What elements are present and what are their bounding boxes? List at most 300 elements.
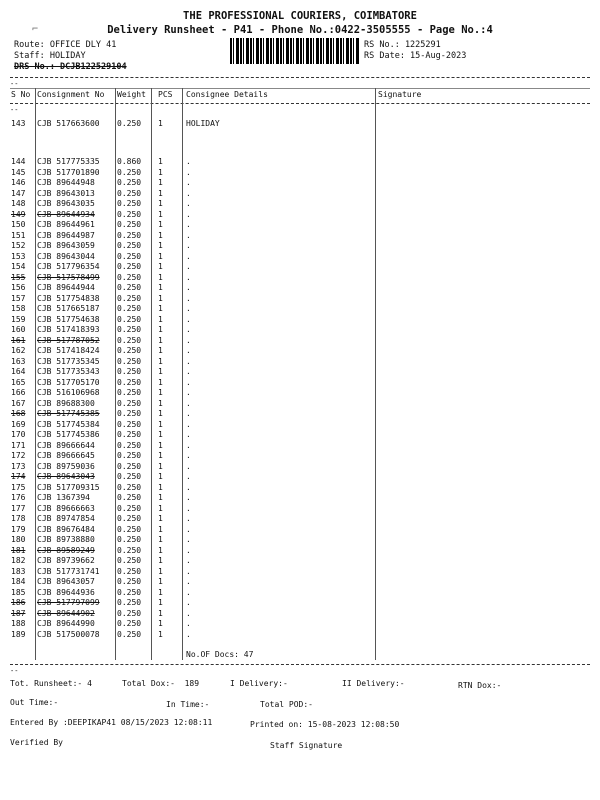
cell-weight: 0.250 [117, 503, 142, 513]
cell-details: . [186, 335, 191, 345]
cell-details: . [186, 304, 191, 313]
cell-weight: 0.250 [117, 377, 142, 387]
company-name: THE PROFESSIONAL COURIERS, COIMBATORE [183, 10, 417, 22]
cell-sno: 179 [11, 524, 26, 534]
cell-weight: 0.250 [117, 556, 142, 565]
cell-sno: 152 [11, 241, 26, 250]
footer-divider [10, 664, 590, 665]
cell-sno: 183 [11, 566, 26, 576]
cell-weight: 0.250 [117, 251, 142, 261]
cell-sno: 188 [11, 619, 26, 628]
no-of-docs: No.OF Docs: 47 [186, 650, 254, 659]
cell-details: . [186, 556, 191, 565]
cell-sno: 184 [11, 577, 26, 586]
cell-sno: 181 [11, 545, 26, 555]
table-top-border [10, 88, 590, 89]
cell-details: . [186, 524, 191, 534]
table-row [10, 535, 590, 546]
cell-pcs: 1 [158, 283, 163, 292]
cell-sno: 146 [11, 178, 26, 187]
cell-weight: 0.250 [117, 346, 142, 355]
cell-pcs: 1 [158, 178, 163, 187]
cell-pcs: 1 [158, 556, 163, 565]
cell-weight: 0.250 [117, 293, 142, 303]
col-pcs: PCS [158, 90, 173, 99]
cell-details: . [186, 199, 191, 208]
entered-by: Entered By :DEEPIKAP41 08/15/2023 12:08:11 [10, 718, 213, 727]
total-dox: Total Dox:- 189 [122, 679, 200, 688]
cell-consignment: CJB 517797099 [37, 598, 100, 607]
cell-details: . [186, 293, 191, 303]
route-label: Route: OFFICE DLY 41 [14, 40, 117, 50]
cell-details: . [186, 314, 191, 324]
verified-by: Verified By [10, 738, 63, 747]
cell-sno: 150 [11, 220, 26, 229]
barcode-image [230, 38, 360, 64]
cell-weight: 0.250 [117, 209, 142, 219]
cell-consignment: CJB 89643044 [37, 251, 95, 261]
cell-details: . [186, 398, 191, 408]
cell-pcs: 1 [158, 356, 163, 366]
cell-weight: 0.250 [117, 577, 142, 586]
cell-sno: 189 [11, 629, 26, 639]
cell-weight: 0.250 [117, 230, 142, 240]
cell-weight: 0.250 [117, 524, 142, 534]
cell-pcs: 1 [158, 629, 163, 639]
cell-weight: 0.250 [117, 388, 142, 397]
cell-pcs: 1 [158, 493, 163, 502]
cell-pcs: 1 [158, 577, 163, 586]
table-row [10, 399, 590, 410]
cell-sno: 172 [11, 451, 26, 460]
table-row [10, 367, 590, 378]
cell-sno: 168 [11, 409, 26, 418]
table-row [10, 388, 590, 399]
table-row [10, 231, 590, 242]
cell-sno: 174 [11, 472, 26, 481]
cell-consignment: CJB 89589249 [37, 545, 95, 555]
cell-sno: 163 [11, 356, 26, 366]
cell-pcs: 1 [158, 157, 163, 166]
cell-details: . [186, 220, 191, 229]
cell-consignment: CJB 517665187 [37, 304, 100, 313]
cell-consignment: CJB 89643035 [37, 199, 95, 208]
divider-marks: -- [10, 667, 19, 675]
cell-sno: 169 [11, 419, 26, 429]
cell-details: . [186, 157, 191, 166]
cell-consignment: CJB 89644961 [37, 220, 95, 229]
cell-pcs: 1 [158, 377, 163, 387]
table-row [10, 189, 590, 200]
col-consignment: Consignment No [37, 90, 105, 99]
cell-consignment: CJB 89759036 [37, 461, 95, 471]
table-row [10, 336, 590, 347]
cell-details: . [186, 451, 191, 460]
cell-consignment: CJB 517745385 [37, 409, 100, 418]
cell-pcs: 1 [158, 304, 163, 313]
cell-consignment: CJB 89643043 [37, 472, 95, 481]
cell-pcs: 1 [158, 220, 163, 229]
cell-details: . [186, 188, 191, 198]
cell-details: . [186, 241, 191, 250]
cell-weight: 0.250 [117, 482, 142, 492]
cell-pcs: 1 [158, 209, 163, 219]
table-row [10, 630, 590, 641]
table-row [10, 409, 590, 420]
cell-pcs: 1 [158, 119, 163, 128]
cell-consignment: CJB 89644948 [37, 178, 95, 187]
table-row [10, 483, 590, 494]
table-row [10, 430, 590, 441]
cell-pcs: 1 [158, 409, 163, 418]
cell-consignment: CJB 517735345 [37, 356, 100, 366]
cell-sno: 145 [11, 167, 26, 177]
cell-consignment: CJB 89666663 [37, 503, 95, 513]
table-row [10, 315, 590, 326]
cell-details: . [186, 545, 191, 555]
col-details: Consignee Details [186, 90, 268, 99]
cell-pcs: 1 [158, 472, 163, 481]
cell-weight: 0.250 [117, 241, 142, 250]
cell-details: . [186, 419, 191, 429]
cell-details: . [186, 440, 191, 450]
table-row [10, 262, 590, 273]
cell-consignment: CJB 89644936 [37, 587, 95, 597]
cell-details: . [186, 367, 191, 376]
cell-weight: 0.250 [117, 178, 142, 187]
cell-pcs: 1 [158, 619, 163, 628]
table-row [10, 252, 590, 263]
cell-details: . [186, 461, 191, 471]
cell-pcs: 1 [158, 398, 163, 408]
cell-details: . [186, 167, 191, 177]
cell-weight: 0.250 [117, 188, 142, 198]
pen-mark: ⌐ [32, 24, 39, 35]
table-row [10, 493, 590, 504]
cell-consignment: CJB 517705170 [37, 377, 100, 387]
tot-runsheet: Tot. Runsheet:- 4 [10, 679, 92, 688]
cell-details: . [186, 577, 191, 586]
cell-weight: 0.250 [117, 608, 142, 618]
cell-sno: 153 [11, 251, 26, 261]
cell-consignment: CJB 517709315 [37, 482, 100, 492]
cell-details: . [186, 262, 191, 271]
table-row [10, 157, 590, 168]
cell-sno: 165 [11, 377, 26, 387]
table-row [10, 273, 590, 284]
cell-details: . [186, 388, 191, 397]
cell-sno: 155 [11, 272, 26, 282]
cell-consignment: CJB 517418393 [37, 325, 100, 334]
cell-pcs: 1 [158, 314, 163, 324]
out-time: Out Time:- [10, 698, 59, 707]
cell-pcs: 1 [158, 230, 163, 240]
cell-details: . [186, 493, 191, 502]
cell-weight: 0.250 [117, 493, 142, 502]
cell-pcs: 1 [158, 188, 163, 198]
cell-weight: 0.250 [117, 535, 142, 544]
table-row [10, 504, 590, 515]
cell-pcs: 1 [158, 461, 163, 471]
cell-weight: 0.860 [117, 157, 142, 166]
table-row [10, 210, 590, 221]
col-weight: Weight [117, 90, 146, 99]
cell-pcs: 1 [158, 293, 163, 303]
table-row [10, 451, 590, 462]
cell-details: . [186, 514, 191, 523]
cell-weight: 0.250 [117, 409, 142, 418]
cell-weight: 0.250 [117, 314, 142, 324]
table-row [10, 294, 590, 305]
table-row [10, 609, 590, 620]
cell-consignment: CJB 89643057 [37, 577, 95, 586]
cell-weight: 0.250 [117, 283, 142, 292]
cell-details: . [186, 325, 191, 334]
cell-details: . [186, 209, 191, 219]
table-row [10, 567, 590, 578]
cell-pcs: 1 [158, 325, 163, 334]
cell-consignment: CJB 89644934 [37, 209, 95, 219]
table-row [10, 119, 590, 130]
cell-details: . [186, 377, 191, 387]
staff-label: Staff: HOLIDAY [14, 51, 86, 61]
cell-pcs: 1 [158, 419, 163, 429]
cell-details: . [186, 251, 191, 261]
table-row [10, 346, 590, 357]
cell-sno: 178 [11, 514, 26, 523]
cell-details: HOLIDAY [186, 119, 220, 128]
table-row [10, 325, 590, 336]
cell-weight: 0.250 [117, 220, 142, 229]
cell-sno: 147 [11, 188, 26, 198]
cell-consignment: CJB 89747854 [37, 514, 95, 523]
cell-details: . [186, 356, 191, 366]
cell-weight: 0.250 [117, 356, 142, 366]
cell-details: . [186, 230, 191, 240]
cell-sno: 143 [11, 119, 26, 128]
cell-pcs: 1 [158, 262, 163, 271]
cell-consignment: CJB 89666644 [37, 440, 95, 450]
cell-consignment: CJB 89644944 [37, 283, 95, 292]
cell-weight: 0.250 [117, 472, 142, 481]
cell-consignment: CJB 1367394 [37, 493, 90, 502]
cell-consignment: CJB 517663600 [37, 119, 100, 128]
cell-details: . [186, 587, 191, 597]
cell-pcs: 1 [158, 451, 163, 460]
drs-number: DRS No.: DCJB122529104 [14, 62, 127, 72]
cell-weight: 0.250 [117, 451, 142, 460]
cell-pcs: 1 [158, 241, 163, 250]
table-row [10, 283, 590, 294]
cell-details: . [186, 178, 191, 187]
col-signature: Signature [378, 90, 422, 99]
rs-number: RS No.: 1225291 [364, 40, 441, 50]
table-row [10, 525, 590, 536]
cell-sno: 149 [11, 209, 26, 219]
rtn-dox: RTN Dox:- [458, 681, 502, 690]
table-row [10, 357, 590, 368]
in-time: In Time:- [166, 700, 210, 709]
cell-sno: 159 [11, 314, 26, 324]
cell-sno: 182 [11, 556, 26, 565]
table-row [10, 619, 590, 630]
cell-consignment: CJB 89666645 [37, 451, 95, 460]
cell-consignment: CJB 517418424 [37, 346, 100, 355]
cell-sno: 156 [11, 283, 26, 292]
cell-details: . [186, 482, 191, 492]
cell-weight: 0.250 [117, 629, 142, 639]
cell-weight: 0.250 [117, 199, 142, 208]
cell-consignment: CJB 89643013 [37, 188, 95, 198]
cell-weight: 0.250 [117, 325, 142, 334]
cell-sno: 176 [11, 493, 26, 502]
header-divider [10, 103, 590, 104]
cell-weight: 0.250 [117, 619, 142, 628]
total-pod: Total POD:- [260, 700, 313, 709]
cell-weight: 0.250 [117, 461, 142, 471]
cell-details: . [186, 629, 191, 639]
cell-details: . [186, 346, 191, 355]
table-row [10, 546, 590, 557]
cell-sno: 161 [11, 335, 26, 345]
cell-pcs: 1 [158, 503, 163, 513]
cell-weight: 0.250 [117, 430, 142, 439]
printed-on: Printed on: 15-08-2023 12:08:50 [250, 720, 400, 729]
table-row [10, 598, 590, 609]
table-row [10, 441, 590, 452]
cell-sno: 177 [11, 503, 26, 513]
cell-sno: 180 [11, 535, 26, 544]
divider [10, 77, 590, 78]
cell-consignment: CJB 517701890 [37, 167, 100, 177]
cell-consignment: CJB 516106968 [37, 388, 100, 397]
cell-pcs: 1 [158, 388, 163, 397]
cell-sno: 186 [11, 598, 26, 607]
cell-pcs: 1 [158, 598, 163, 607]
cell-pcs: 1 [158, 566, 163, 576]
cell-weight: 0.250 [117, 272, 142, 282]
cell-sno: 164 [11, 367, 26, 376]
divider-marks: -- [10, 106, 19, 114]
cell-pcs: 1 [158, 535, 163, 544]
cell-sno: 167 [11, 398, 26, 408]
cell-weight: 0.250 [117, 335, 142, 345]
cell-details: . [186, 619, 191, 628]
cell-sno: 151 [11, 230, 26, 240]
table-row [10, 168, 590, 179]
cell-pcs: 1 [158, 367, 163, 376]
divider-marks: -- [10, 80, 19, 88]
cell-consignment: CJB 89644987 [37, 230, 95, 240]
table-row [10, 514, 590, 525]
cell-pcs: 1 [158, 335, 163, 345]
cell-sno: 170 [11, 430, 26, 439]
cell-weight: 0.250 [117, 119, 142, 128]
cell-sno: 157 [11, 293, 26, 303]
rs-date: RS Date: 15-Aug-2023 [364, 51, 467, 61]
table-row [10, 556, 590, 567]
cell-weight: 0.250 [117, 514, 142, 523]
table-row [10, 304, 590, 315]
cell-details: . [186, 272, 191, 282]
cell-pcs: 1 [158, 608, 163, 618]
cell-sno: 166 [11, 388, 26, 397]
cell-details: . [186, 608, 191, 618]
table-row [10, 241, 590, 252]
cell-pcs: 1 [158, 440, 163, 450]
cell-weight: 0.250 [117, 440, 142, 450]
table-row [10, 199, 590, 210]
cell-sno: 160 [11, 325, 26, 334]
cell-pcs: 1 [158, 272, 163, 282]
cell-consignment: CJB 517745384 [37, 419, 100, 429]
table-row [10, 462, 590, 473]
cell-consignment: CJB 89644902 [37, 608, 95, 618]
cell-consignment: CJB 517735343 [37, 367, 100, 376]
cell-weight: 0.250 [117, 566, 142, 576]
cell-pcs: 1 [158, 167, 163, 177]
cell-sno: 158 [11, 304, 26, 313]
cell-sno: 154 [11, 262, 26, 271]
cell-details: . [186, 283, 191, 292]
table-row [10, 420, 590, 431]
ii-delivery: II Delivery:- [342, 679, 405, 688]
cell-consignment: CJB 517745386 [37, 430, 100, 439]
cell-consignment: CJB 517731741 [37, 566, 100, 576]
cell-weight: 0.250 [117, 598, 142, 607]
cell-consignment: CJB 89738880 [37, 535, 95, 544]
cell-details: . [186, 409, 191, 418]
table-row [10, 220, 590, 231]
cell-sno: 144 [11, 157, 26, 166]
cell-sno: 175 [11, 482, 26, 492]
cell-pcs: 1 [158, 524, 163, 534]
cell-details: . [186, 566, 191, 576]
cell-weight: 0.250 [117, 587, 142, 597]
cell-consignment: CJB 89643059 [37, 241, 95, 250]
table-row [10, 178, 590, 189]
table-row [10, 588, 590, 599]
cell-details: . [186, 430, 191, 439]
col-sno: S No [11, 90, 31, 99]
cell-pcs: 1 [158, 545, 163, 555]
cell-weight: 0.250 [117, 304, 142, 313]
cell-consignment: CJB 517754838 [37, 293, 100, 303]
table-row [10, 378, 590, 389]
cell-sno: 171 [11, 440, 26, 450]
cell-weight: 0.250 [117, 398, 142, 408]
cell-sno: 148 [11, 199, 26, 208]
cell-weight: 0.250 [117, 167, 142, 177]
table-header [10, 90, 590, 101]
cell-consignment: CJB 89676484 [37, 524, 95, 534]
table-row [10, 472, 590, 483]
cell-consignment: CJB 517754638 [37, 314, 100, 324]
cell-sno: 185 [11, 587, 26, 597]
cell-weight: 0.250 [117, 262, 142, 271]
cell-pcs: 1 [158, 482, 163, 492]
cell-pcs: 1 [158, 430, 163, 439]
cell-consignment: CJB 517500078 [37, 629, 100, 639]
staff-signature: Staff Signature [270, 741, 343, 750]
cell-weight: 0.250 [117, 545, 142, 555]
cell-consignment: CJB 517775335 [37, 157, 100, 166]
cell-pcs: 1 [158, 514, 163, 523]
cell-details: . [186, 472, 191, 481]
cell-consignment: CJB 89688300 [37, 398, 95, 408]
cell-sno: 162 [11, 346, 26, 355]
runsheet-title: Delivery Runsheet - P41 - Phone No.:0422-3505555 - Page No.:4 [107, 24, 493, 36]
